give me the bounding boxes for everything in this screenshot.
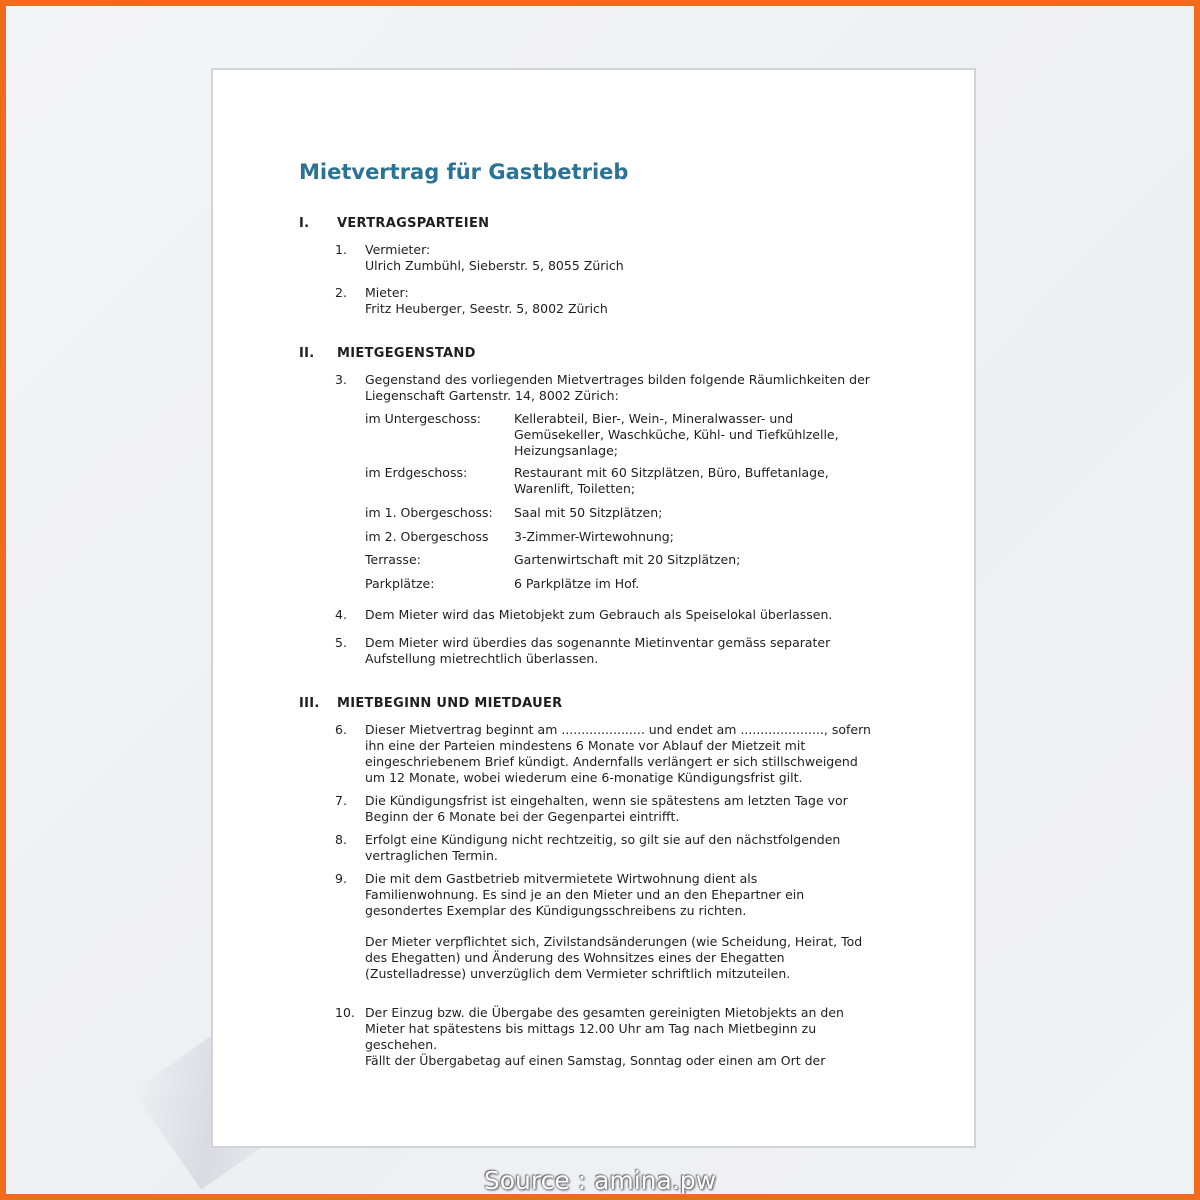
- section-number: II.: [299, 346, 315, 361]
- room-value: Gartenwirtschaft mit 20 Sitzplätzen;: [514, 552, 741, 567]
- section-title: MIETBEGINN UND MIETDAUER: [337, 696, 563, 711]
- item-number: 2.: [335, 285, 347, 300]
- section-number: I.: [299, 216, 310, 231]
- item-number: 9.: [335, 871, 347, 886]
- source-watermark: Source : amina.pw: [483, 1166, 717, 1195]
- item-text: Der Einzug bzw. die Übergabe des gesamten gereinigten Mietobjekts an den Mieter hat spätestens bis mittags 12.00 Uhr am Tag nach Mietbeginn zu geschehen. Fällt der Übergabetag auf einen Samstag, Sonntag oder einen am Ort der: [365, 1005, 844, 1068]
- document-page: [211, 68, 976, 1148]
- item-text: Die Kündigungsfrist ist eingehalten, wenn sie spätestens am letzten Tage vor Beginn der 6 Monate bei der Gegenpartei eintrifft.: [365, 793, 848, 824]
- notice-paragraph: Der Mieter verpflichtet sich, Zivilstandsänderungen (wie Scheidung, Heirat, Tod des Ehegatten) und Änderung des Wohnsitzes eines der Ehegatten (Zustelladresse) unverzüglich dem Vermieter schriftlich mitzuteilen.: [365, 934, 863, 981]
- item-text: Dieser Mietvertrag beginnt am ..................... und endet am ....................., sofern ihn eine der Parteien mindestens 6 Monate vor Ablauf der Mietzeit mit eingeschriebenem Brief kündigt. Andernfalls verlängert er sich stillschweigend um 12 Monate, wobei wiederum eine 6-monatige Kündigungsfrist gilt.: [365, 722, 871, 785]
- room-label: im 1. Obergeschoss:: [365, 505, 493, 520]
- room-label: Terrasse:: [365, 552, 421, 567]
- room-value: Kellerabteil, Bier-, Wein-, Mineralwasser- und Gemüsekeller, Waschküche, Kühl- und Tiefkühlzelle, Heizungsanlage;: [514, 411, 839, 458]
- room-label: im Untergeschoss:: [365, 411, 482, 426]
- item-number: 5.: [335, 635, 347, 650]
- room-value: 3-Zimmer-Wirtewohnung;: [514, 529, 674, 544]
- item-text: Mieter: Fritz Heuberger, Seestr. 5, 8002 Zürich: [365, 285, 608, 316]
- item-text: Vermieter: Ulrich Zumbühl, Sieberstr. 5, 8055 Zürich: [365, 242, 624, 273]
- section-title: VERTRAGSPARTEIEN: [337, 216, 490, 231]
- section-heading-3: [299, 696, 562, 711]
- item-text: Die mit dem Gastbetrieb mitvermietete Wirtwohnung dient als Familienwohnung. Es sind je an den Mieter und an den Ehepartner ein gesondertes Exemplar des Kündigungsschreibens zu richten.: [365, 871, 805, 918]
- section-heading-2: [299, 346, 476, 361]
- item-text: Erfolgt eine Kündigung nicht rechtzeitig, so gilt sie auf den nächstfolgenden vertraglichen Termin.: [365, 832, 841, 863]
- section-title: MIETGEGENSTAND: [337, 346, 476, 361]
- room-label: Parkplätze:: [365, 576, 435, 591]
- item-text: Gegenstand des vorliegenden Mietvertrages bilden folgende Räumlichkeiten der Liegenschaft Gartenstr. 14, 8002 Zürich:: [365, 372, 870, 403]
- room-label: im 2. Obergeschoss: [365, 529, 489, 544]
- room-label: im Erdgeschoss:: [365, 465, 468, 480]
- section-number: III.: [299, 696, 320, 711]
- section-heading-1: [299, 216, 489, 231]
- item-number: 8.: [335, 832, 347, 847]
- item-text: Dem Mieter wird das Mietobjekt zum Gebrauch als Speiselokal überlassen.: [365, 607, 833, 622]
- room-value: Saal mit 50 Sitzplätzen;: [514, 505, 663, 520]
- item-number: 6.: [335, 722, 347, 737]
- document-title: Mietvertrag für Gastbetrieb: [299, 160, 629, 184]
- item-number: 1.: [335, 242, 347, 257]
- item-text: Dem Mieter wird überdies das sogenannte Mietinventar gemäss separater Aufstellung mietrechtlich überlassen.: [365, 635, 831, 666]
- item-number: 10.: [335, 1005, 355, 1020]
- item-number: 7.: [335, 793, 347, 808]
- item-number: 4.: [335, 607, 347, 622]
- item-number: 3.: [335, 372, 347, 387]
- room-value: 6 Parkplätze im Hof.: [514, 576, 640, 591]
- room-value: Restaurant mit 60 Sitzplätzen, Büro, Buffetanlage, Warenlift, Toiletten;: [514, 465, 829, 496]
